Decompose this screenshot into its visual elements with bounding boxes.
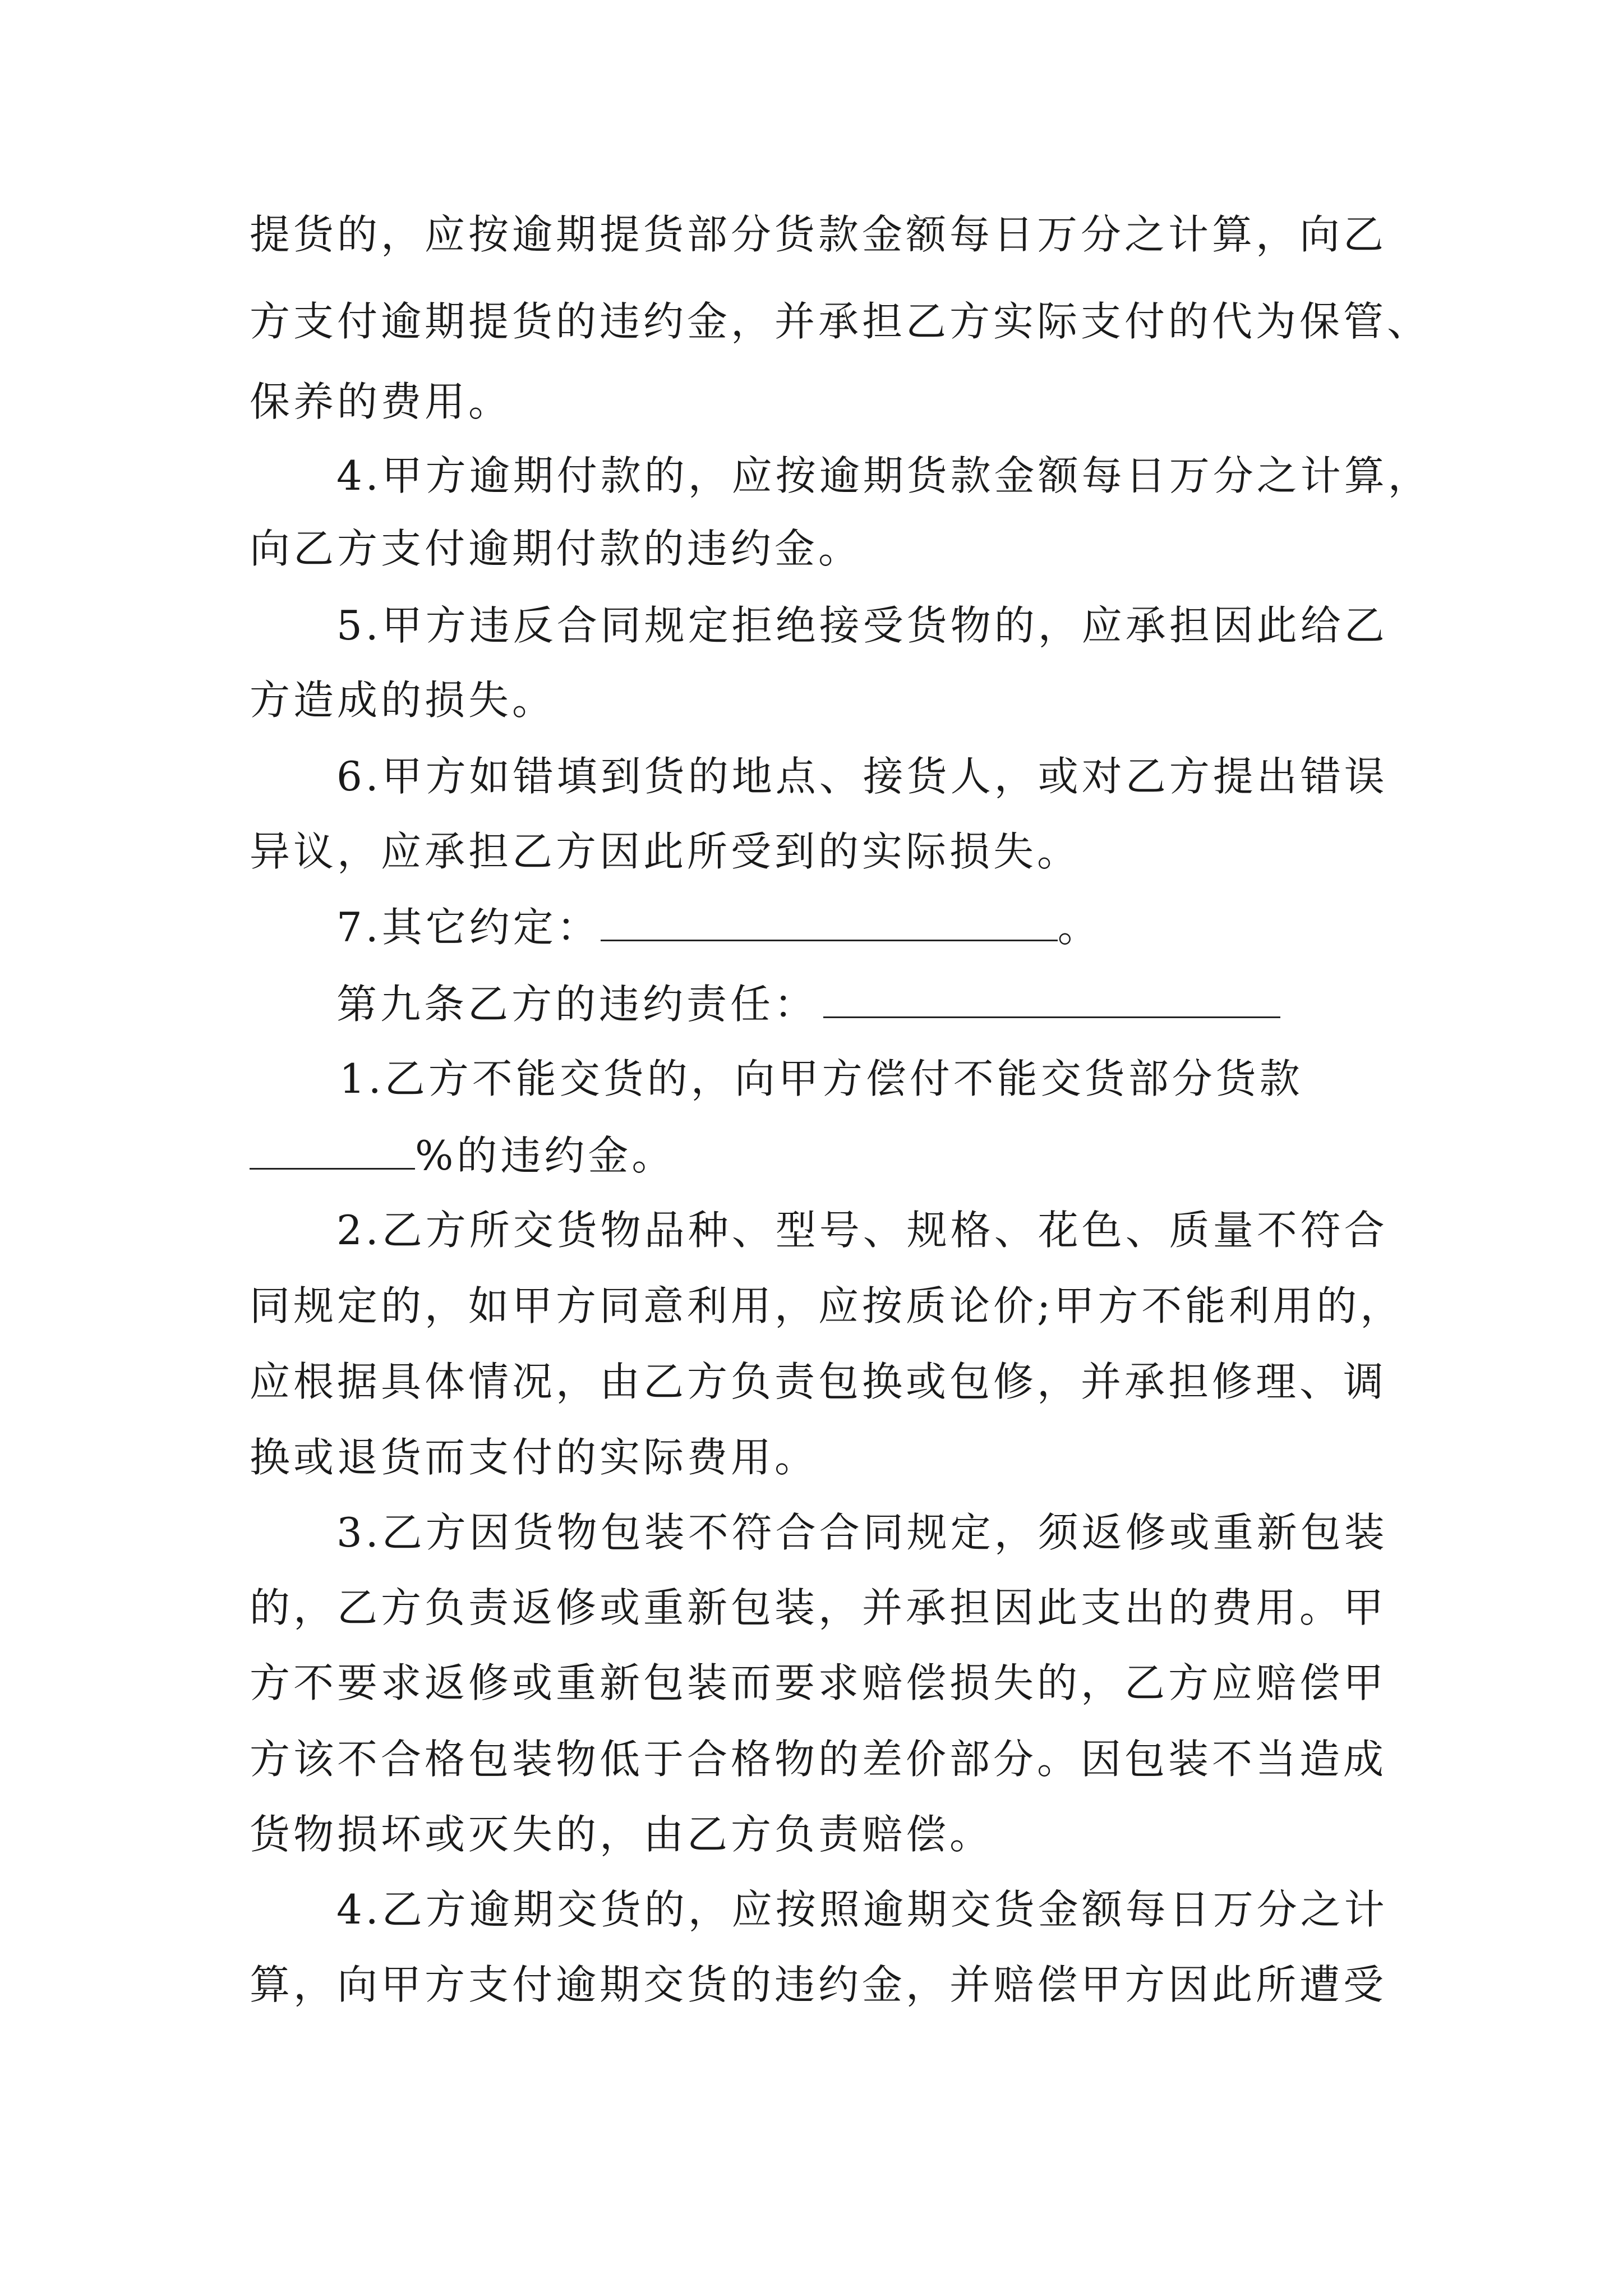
text-line: 4.乙方逾期交货的，应按照逾期交货金额每日万分之计 <box>336 1886 1388 1933</box>
penalty-percent-line <box>250 1129 675 1182</box>
seller-liability-line <box>336 977 1280 1031</box>
text-line: 换或退货而支付的实际费用。 <box>250 1434 819 1481</box>
text-line: 提货的，应按逾期提货部分货款金额每日万分之计算，向乙 <box>250 211 1387 258</box>
seller-liability-blank <box>823 977 1280 1018</box>
text-line: 5.甲方违反合同规定拒绝接受货物的，应承担因此给乙 <box>336 602 1388 649</box>
text-line: 1.乙方不能交货的，向甲方偿付不能交货部分货款 <box>339 1055 1303 1102</box>
other-terms-line <box>336 900 1101 954</box>
text-line: 4.甲方逾期付款的，应按逾期货款金额每日万分之计算， <box>336 452 1432 499</box>
text-line: 方不要求返修或重新包装而要求赔偿损失的，乙方应赔偿甲 <box>250 1659 1387 1706</box>
text-line: 方该不合格包装物低于合格物的差价部分。因包装不当造成 <box>250 1736 1387 1783</box>
penalty-percent-blank <box>250 1129 415 1170</box>
text-line: 异议，应承担乙方因此所受到的实际损失。 <box>250 828 1081 875</box>
text-line: 方造成的损失。 <box>250 677 556 724</box>
other-terms-blank <box>601 900 1058 941</box>
text-line: 方支付逾期提货的违约金，并承担乙方实际支付的代为保管、 <box>250 298 1431 345</box>
text-line: 算，向甲方支付逾期交货的违约金，并赔偿甲方因此所遭受 <box>250 1961 1387 2008</box>
article-nine-heading: 第九条乙方的违约责任： <box>336 981 818 1028</box>
text-line: 应根据具体情况，由乙方负责包换或包修，并承担修理、调 <box>250 1358 1387 1405</box>
other-terms-period: 。 <box>1057 904 1101 951</box>
text-line: 保养的费用。 <box>250 378 513 425</box>
text-line: 的，乙方负责返修或重新包装，并承担因此支出的费用。甲 <box>250 1584 1387 1631</box>
text-line: 同规定的，如甲方同意利用，应按质论价;甲方不能利用的， <box>250 1282 1404 1329</box>
text-line: 向乙方支付逾期付款的违约金。 <box>250 525 863 572</box>
penalty-percent-text: %的违约金。 <box>415 1132 676 1179</box>
text-line: 货物损坏或灭失的，由乙方负责赔偿。 <box>250 1811 994 1858</box>
text-line: 6.甲方如错填到货的地点、接货人，或对乙方提出错误 <box>336 753 1388 800</box>
text-line: 2.乙方所交货物品种、型号、规格、花色、质量不符合 <box>336 1207 1388 1254</box>
text-line: 3.乙方因货物包装不符合合同规定，须返修或重新包装 <box>336 1509 1388 1556</box>
other-terms-label: 7.其它约定： <box>336 904 601 951</box>
